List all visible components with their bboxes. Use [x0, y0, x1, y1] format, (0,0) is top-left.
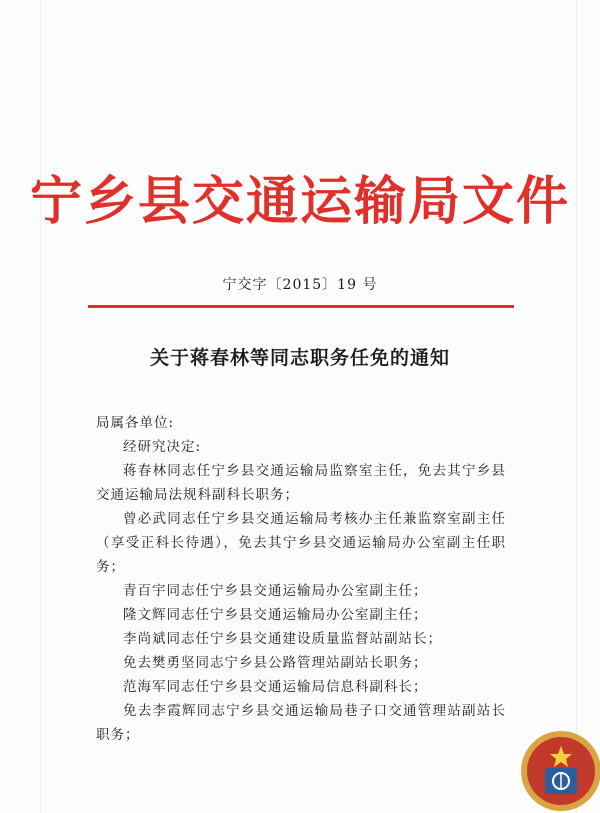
appointment-item: 范海军同志任宁乡县交通运输局信息科副科长；: [123, 679, 428, 695]
document-number: 宁交字〔2015〕19 号: [222, 277, 378, 293]
decision-intro: 经研究决定:: [123, 439, 202, 455]
addressee: 局属各单位:: [96, 415, 175, 431]
notice-body: [96, 411, 506, 747]
red-divider-line: [88, 305, 514, 308]
traffic-administration-emblem-icon: [518, 728, 600, 813]
appointment-item: 曾必武同志任宁乡县交通运输局考核办主任兼监察室副主任（享受正科长待遇），免去其宁乡县交通运输局办公室副主任职务；: [96, 511, 506, 575]
document-title: 宁乡县交通运输局文件: [29, 171, 570, 232]
appointment-item: 免去李霞辉同志宁乡县交通运输局巷子口交通管理站副站长职务；: [96, 703, 506, 743]
notice-subject: 关于蒋春林等同志职务任免的通知: [149, 347, 450, 369]
appointment-item: 隆文辉同志任宁乡县交通运输局办公室副主任；: [123, 607, 428, 623]
scan-edge-right: [576, 0, 577, 813]
appointment-item: 李尚斌同志任宁乡县交通建设质量监督站副站长；: [123, 631, 442, 647]
scan-edge-left: [40, 0, 41, 813]
appointment-item: 青百宇同志任宁乡县交通运输局办公室副主任；: [123, 583, 428, 599]
appointment-item: 蒋春林同志任宁乡县交通运输局监察室主任，免去其宁乡县交通运输局法规科副科长职务；: [96, 463, 506, 503]
appointment-item: 免去樊勇坚同志宁乡县公路管理站副站长职务；: [123, 655, 428, 671]
